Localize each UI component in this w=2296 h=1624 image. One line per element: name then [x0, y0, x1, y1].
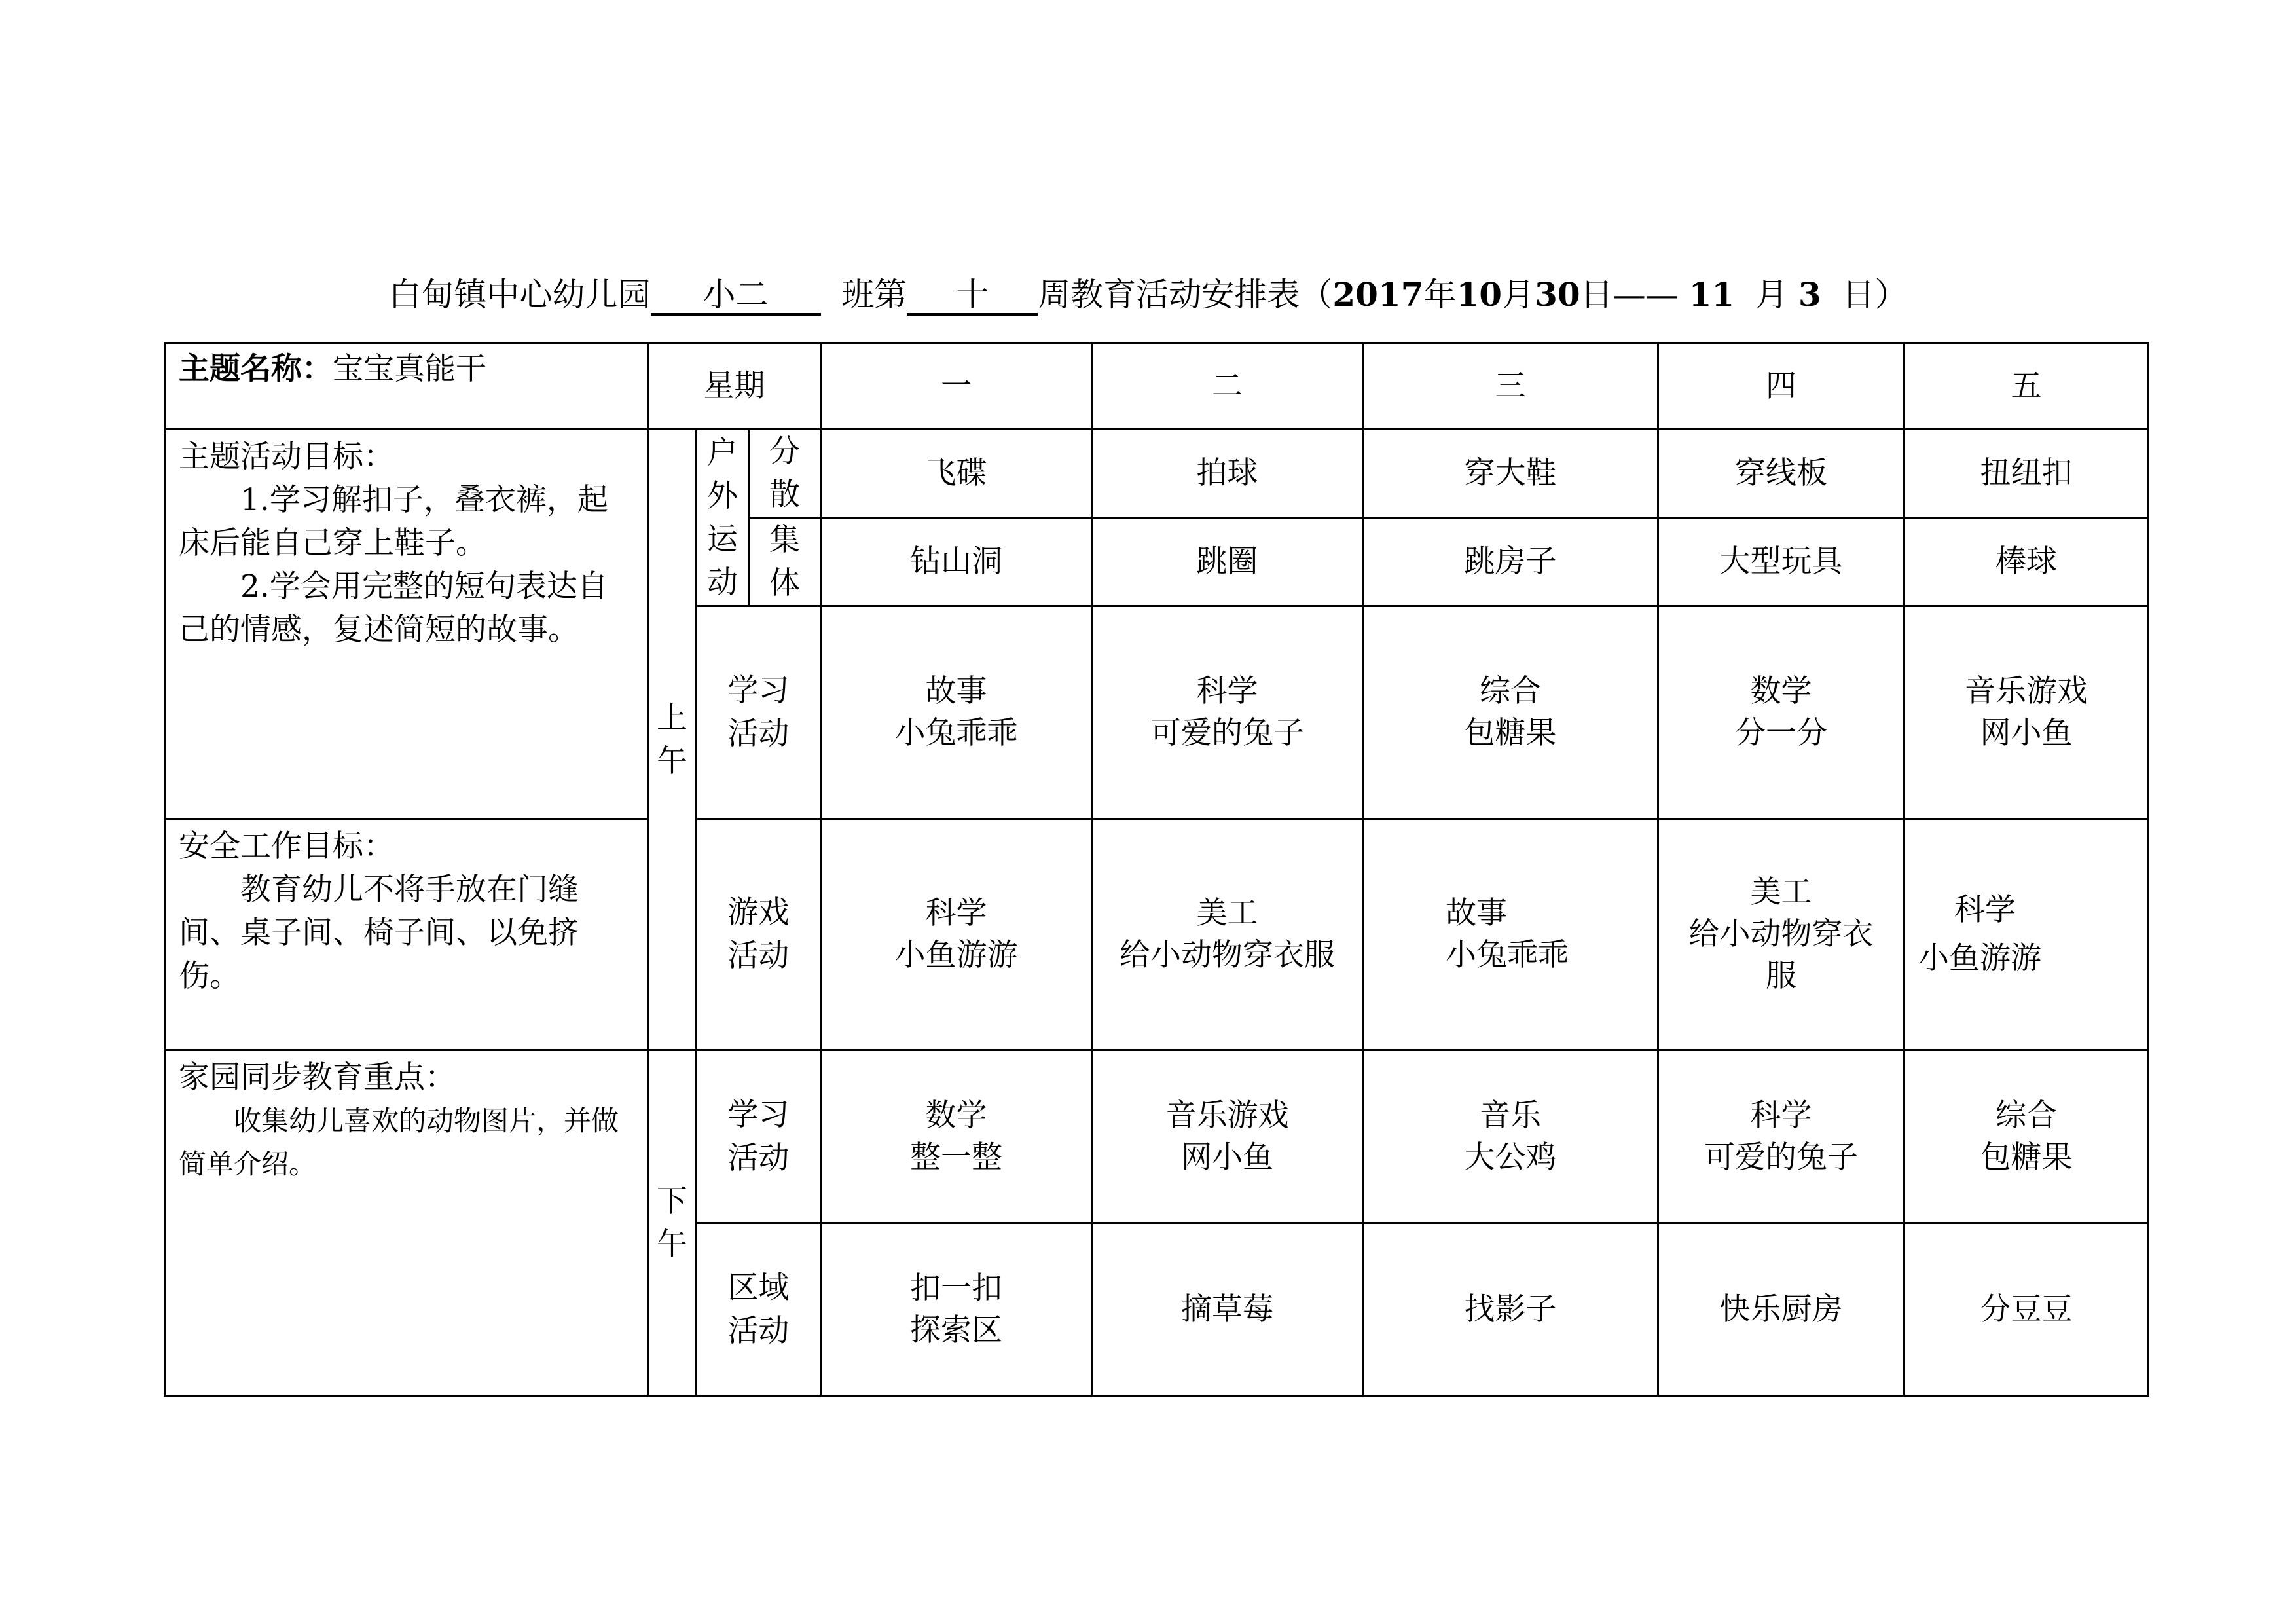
- period-morning-char-2: 午: [657, 743, 687, 779]
- day-header-2: 二: [1092, 343, 1363, 430]
- area-label-line-1: 区域: [727, 1269, 790, 1306]
- game-thu-subject: 美工: [1750, 874, 1812, 910]
- outdoor-label-char-1: 户: [707, 434, 738, 471]
- area-mon: [821, 1223, 1092, 1396]
- study-am-fri: [1904, 606, 2149, 819]
- title-school: 白甸镇中心幼儿园: [388, 276, 651, 314]
- safety-goal-cell: [165, 819, 648, 1050]
- title-month2: 11: [1688, 275, 1735, 314]
- title-day1-unit: 日——: [1580, 276, 1679, 314]
- theme-goal-item-2: 2.学会用完整的短句表达自己的情感，复述简短的故事。: [179, 568, 608, 648]
- title-suffix: 周教育活动安排表（: [1038, 276, 1333, 314]
- group-thu: 大型玩具: [1658, 518, 1904, 606]
- study-am-fri-subject: 音乐游戏: [1965, 673, 2088, 709]
- game-tue-topic: 给小动物穿衣服: [1120, 937, 1336, 973]
- outdoor-label-char-3: 运: [707, 521, 738, 557]
- game-label: [697, 819, 821, 1050]
- study-am-tue-subject: 科学: [1196, 673, 1258, 709]
- area-tue-line-1: 摘草莓: [1181, 1291, 1274, 1327]
- study-am-thu-topic: 分一分: [1735, 715, 1828, 751]
- area-fri-line-1: 分豆豆: [1980, 1291, 2073, 1327]
- theme-name-value: 宝宝真能干: [333, 351, 486, 387]
- day-header-1: 一: [821, 343, 1092, 430]
- game-tue: [1092, 819, 1363, 1050]
- study-am-tue: [1092, 606, 1363, 819]
- schedule-table: [164, 342, 2149, 1397]
- area-fri: [1904, 1223, 2149, 1396]
- scattered-wed: 穿大鞋: [1363, 430, 1658, 518]
- outdoor-group-label: [749, 518, 821, 606]
- scattered-thu: 穿线板: [1658, 430, 1904, 518]
- title-month2-unit: 月: [1755, 276, 1788, 314]
- theme-goal-cell: [165, 430, 648, 819]
- game-label-line-1: 游戏: [727, 895, 790, 931]
- outdoor-scattered-row: [165, 430, 2149, 518]
- title-mid: 班第: [841, 276, 907, 314]
- day-header-3: 三: [1363, 343, 1658, 430]
- study-am-mon-topic: 小兔乖乖: [894, 715, 1018, 751]
- game-thu: [1658, 819, 1904, 1050]
- study-pm-label-line-2: 活动: [727, 1139, 790, 1176]
- theme-name-label: 主题名称：: [179, 351, 333, 387]
- study-am-label-line-1: 学习: [727, 673, 790, 709]
- game-tue-subject: 美工: [1196, 895, 1258, 931]
- scattered-tue: 拍球: [1092, 430, 1363, 518]
- theme-name-cell: [165, 343, 648, 430]
- study-pm-mon: [821, 1050, 1092, 1223]
- study-pm-thu-subject: 科学: [1750, 1097, 1812, 1134]
- area-label-line-2: 活动: [727, 1312, 790, 1349]
- study-pm-thu: [1658, 1050, 1904, 1223]
- study-pm-label: [697, 1050, 821, 1223]
- group-mon: 钻山洞: [821, 518, 1092, 606]
- game-fri: [1904, 819, 2149, 1050]
- game-wed-topic: 小兔乖乖: [1446, 937, 1569, 973]
- study-am-wed-topic: 包糖果: [1464, 715, 1557, 751]
- study-pm-fri-subject: 综合: [1995, 1097, 2058, 1134]
- game-thu-topic: 给小动物穿衣: [1688, 916, 1874, 952]
- study-pm-tue-topic: 网小鱼: [1181, 1139, 1274, 1175]
- header-row: [165, 343, 2149, 430]
- game-mon-topic: 小鱼游游: [894, 937, 1018, 973]
- study-am-tue-topic: 可爱的兔子: [1150, 715, 1305, 751]
- scattered-label-char-2: 散: [769, 477, 800, 513]
- study-am-wed: [1363, 606, 1658, 819]
- study-pm-tue: [1092, 1050, 1363, 1223]
- game-wed-subject: 故事: [1446, 895, 1508, 931]
- study-am-thu: [1658, 606, 1904, 819]
- outdoor-label-char-4: 动: [707, 564, 738, 600]
- period-afternoon-char-2: 午: [657, 1226, 687, 1263]
- area-mon-line-2: 探索区: [910, 1312, 1003, 1348]
- study-pm-wed-subject: 音乐: [1480, 1097, 1542, 1134]
- study-pm-fri-topic: 包糖果: [1980, 1139, 2073, 1175]
- area-mon-line-1: 扣一扣: [910, 1270, 1003, 1306]
- outdoor-scattered-label: [749, 430, 821, 518]
- study-am-wed-subject: 综合: [1480, 673, 1542, 709]
- study-pm-tue-subject: 音乐游戏: [1165, 1097, 1289, 1134]
- group-label-char-2: 体: [769, 565, 800, 601]
- study-pm-mon-subject: 数学: [925, 1097, 987, 1134]
- scattered-label-char-1: 分: [769, 434, 800, 470]
- group-fri: 棒球: [1904, 518, 2149, 606]
- theme-goal-heading: 主题活动目标：: [179, 439, 394, 475]
- area-thu: [1658, 1223, 1904, 1396]
- title-day2: 3: [1798, 275, 1821, 314]
- title-year: 2017: [1332, 275, 1424, 314]
- title-day1: 30: [1535, 275, 1580, 314]
- title-week: 十: [907, 276, 1038, 316]
- game-mon: [821, 819, 1092, 1050]
- game-wed: [1363, 819, 1658, 1050]
- study-pm-thu-topic: 可爱的兔子: [1704, 1139, 1859, 1175]
- scattered-fri: 扭纽扣: [1904, 430, 2149, 518]
- title-month1: 10: [1456, 275, 1503, 314]
- study-pm-label-line-1: 学习: [727, 1096, 790, 1133]
- home-sync-heading: 家园同步教育重点：: [179, 1060, 456, 1096]
- study-pm-wed: [1363, 1050, 1658, 1223]
- day-header-4: 四: [1658, 343, 1904, 430]
- safety-goal-heading: 安全工作目标：: [179, 828, 394, 864]
- weekday-header: 星期: [648, 343, 821, 430]
- study-am-mon-subject: 故事: [925, 673, 987, 709]
- game-thu-topic-cont: 服: [1766, 958, 1797, 994]
- game-row: [165, 819, 2149, 1050]
- title-class: 小二: [651, 276, 821, 316]
- group-label-char-1: 集: [769, 522, 800, 558]
- study-pm-wed-topic: 大公鸡: [1464, 1139, 1557, 1175]
- title-month1-unit: 月: [1502, 276, 1535, 314]
- game-label-line-2: 活动: [727, 938, 790, 974]
- group-tue: 跳圈: [1092, 518, 1363, 606]
- game-mon-subject: 科学: [925, 895, 987, 931]
- area-wed-line-1: 找影子: [1464, 1291, 1557, 1327]
- safety-goal-text: 教育幼儿不将手放在门缝间、桌子间、椅子间、以免挤伤。: [179, 872, 579, 994]
- outdoor-label: [697, 430, 749, 606]
- game-fri-topic: 小鱼游游: [1918, 940, 2042, 976]
- scattered-mon: 飞碟: [821, 430, 1092, 518]
- study-am-mon: [821, 606, 1092, 819]
- page-title: [0, 272, 2296, 318]
- period-afternoon: [648, 1050, 697, 1396]
- area-thu-line-1: 快乐厨房: [1719, 1291, 1843, 1327]
- period-morning: [648, 430, 697, 1050]
- outdoor-label-char-2: 外: [707, 477, 738, 514]
- study-am-fri-topic: 网小鱼: [1980, 715, 2073, 751]
- day-header-5: 五: [1904, 343, 2149, 430]
- game-fri-subject: 科学: [1954, 892, 2016, 928]
- title-year-unit: 年: [1423, 276, 1457, 314]
- title-day2-unit: 日）: [1842, 276, 1908, 314]
- study-pm-row: [165, 1050, 2149, 1223]
- period-afternoon-char-1: 下: [657, 1183, 687, 1219]
- area-label: [697, 1223, 821, 1396]
- study-pm-fri: [1904, 1050, 2149, 1223]
- study-am-label: [697, 606, 821, 819]
- study-pm-mon-topic: 整一整: [910, 1139, 1003, 1175]
- study-am-label-line-2: 活动: [727, 716, 790, 752]
- group-wed: 跳房子: [1363, 518, 1658, 606]
- theme-goal-item-1: 1.学习解扣子，叠衣裤，起床后能自己穿上鞋子。: [179, 482, 608, 561]
- study-am-thu-subject: 数学: [1750, 673, 1812, 709]
- area-wed: [1363, 1223, 1658, 1396]
- period-morning-char-1: 上: [657, 699, 687, 736]
- home-sync-text: 收集幼儿喜欢的动物图片，并做简单介绍。: [179, 1105, 619, 1180]
- area-tue: [1092, 1223, 1363, 1396]
- home-sync-cell: [165, 1050, 648, 1396]
